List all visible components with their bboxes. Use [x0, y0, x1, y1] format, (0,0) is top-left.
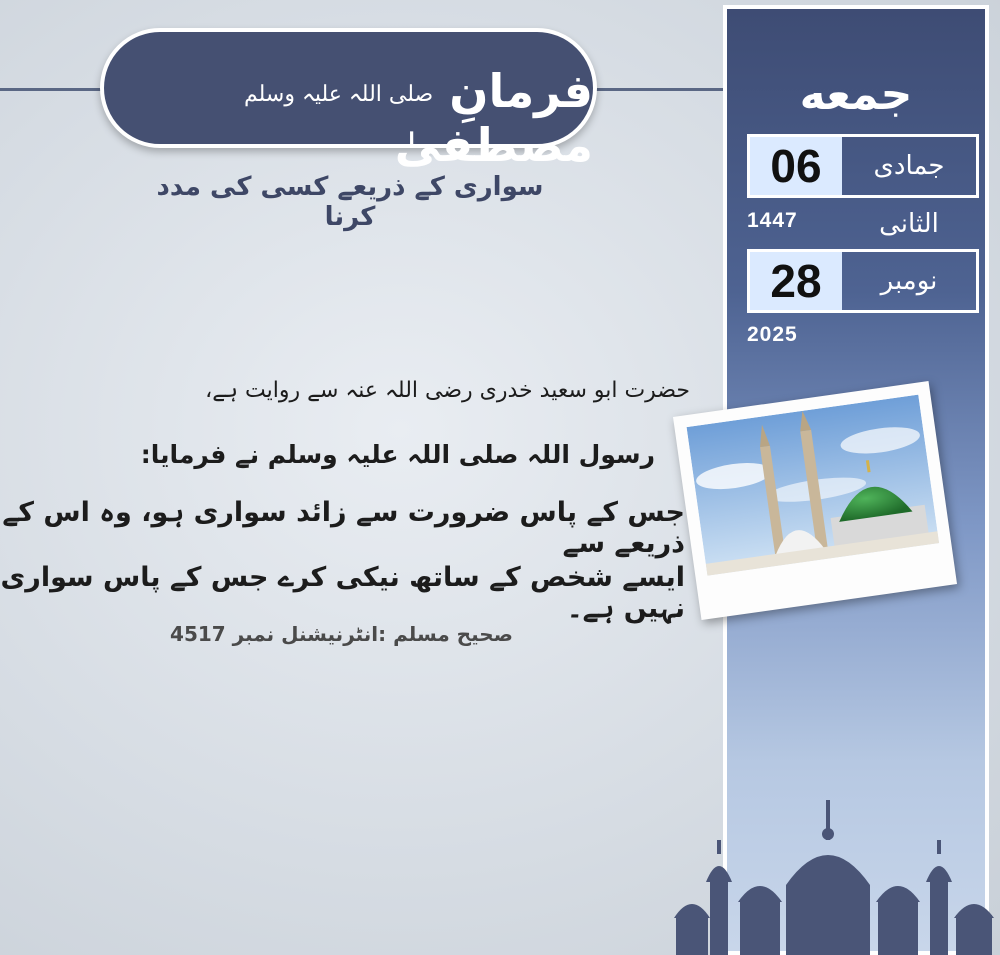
gregorian-date-box	[747, 249, 979, 313]
hijri-day: 06	[750, 137, 842, 195]
hijri-year: 1447	[747, 209, 798, 232]
hadith-reference: صحیح مسلم :انٹرنیشنل نمبر 4517	[170, 622, 513, 646]
gregorian-month: نومبر	[880, 266, 938, 296]
page-title: فرمانِ مصطفیٰ	[394, 64, 593, 172]
title-banner	[100, 28, 597, 172]
hadith-intro: رسول اللہ صلی اللہ علیہ وسلم نے فرمایا:	[140, 440, 655, 469]
salawat-calligraphy: صلی اللہ علیہ وسلم	[244, 82, 434, 107]
hadith-text-line-2: ایسے شخص کے ساتھ نیکی کرے جس کے پاس سواری نہیں ہے۔	[0, 562, 685, 624]
hijri-month: جمادی الثانی	[873, 151, 945, 239]
gregorian-year: 2025	[747, 323, 798, 346]
hadith-text-line-1: جس کے پاس ضرورت سے زائد سواری ہو، وہ اس کے ذریعے سے	[2, 497, 685, 559]
gregorian-day: 28	[750, 252, 842, 310]
mosque-skyline-silhouette	[668, 790, 1000, 955]
masjid-nabawi-photo	[673, 381, 957, 620]
page-subtitle: سواری کے ذریعے کسی کی مدد کرنا	[156, 172, 544, 232]
hadith-narrator: حضرت ابو سعید خدری رضی اللہ عنہ سے روایت ہے،	[205, 378, 690, 403]
weekday-label: جمعه	[799, 69, 913, 120]
